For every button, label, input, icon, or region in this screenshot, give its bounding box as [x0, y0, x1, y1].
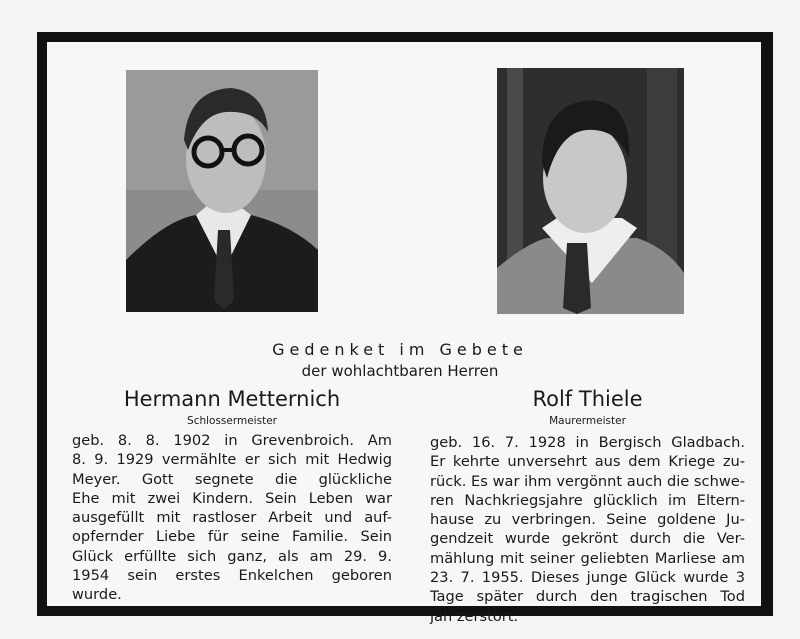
bio-line: ausgefüllt mit rastloser Arbeit und auf-: [72, 509, 392, 527]
bio-line: Meyer. Gott segnete die glückliche: [72, 470, 392, 488]
person-title: Maurermeister: [549, 415, 626, 427]
bio-line: Er kehrte unversehrt aus dem Kriege zu-: [430, 453, 745, 471]
heading-line-1: Gedenket im Gebete: [272, 340, 528, 359]
person-title: Schlossermeister: [187, 415, 277, 427]
biography-text: [430, 433, 745, 626]
bio-line: opfernder Liebe für seine Familie. Sein: [72, 528, 392, 546]
bio-line: rück. Es war ihm vergönnt auch die schwe-: [430, 472, 745, 490]
person-name: Hermann Metternich: [123, 387, 341, 411]
bio-line: 23. 7. 1955. Dieses junge Glück wurde 3: [430, 569, 745, 587]
biography-text: [72, 431, 392, 605]
portrait-young-man: [497, 68, 684, 314]
bio-line: Glück erfüllte sich ganz, als am 29. 9.: [72, 547, 392, 565]
bio-line: geb. 16. 7. 1928 in Bergisch Gladbach.: [430, 434, 745, 451]
bio-line: jäh zerstört.: [430, 607, 519, 625]
bio-line: geb. 8. 8. 1902 in Grevenbroich. Am: [72, 432, 392, 449]
portrait-rolf-thiele: [497, 68, 684, 314]
bio-line: hause zu verbringen. Seine goldene Ju-: [430, 511, 745, 529]
bio-line: gendzeit wurde gekrönt durch die Ver-: [430, 530, 745, 548]
bio-line: wurde.: [72, 586, 122, 604]
portrait-hermann-metternich: [126, 70, 318, 312]
portrait-man-glasses: [126, 70, 318, 312]
bio-line: ren Nachkriegsjahre glücklich im Eltern-: [430, 491, 745, 509]
bio-line: 1954 sein erstes Enkelchen geboren: [72, 567, 392, 585]
bio-line: 8. 9. 1929 vermählte er sich mit Hedwig: [72, 451, 392, 469]
heading-line-2: der wohlachtbaren Herren: [301, 362, 499, 380]
person-name: Rolf Thiele: [532, 387, 643, 411]
bio-line: Tage später durch den tragischen Tod: [430, 588, 745, 606]
bio-line: mählung mit seiner geliebten Marliese am: [430, 549, 745, 567]
bio-line: Ehe mit zwei Kindern. Sein Leben war: [72, 489, 392, 507]
